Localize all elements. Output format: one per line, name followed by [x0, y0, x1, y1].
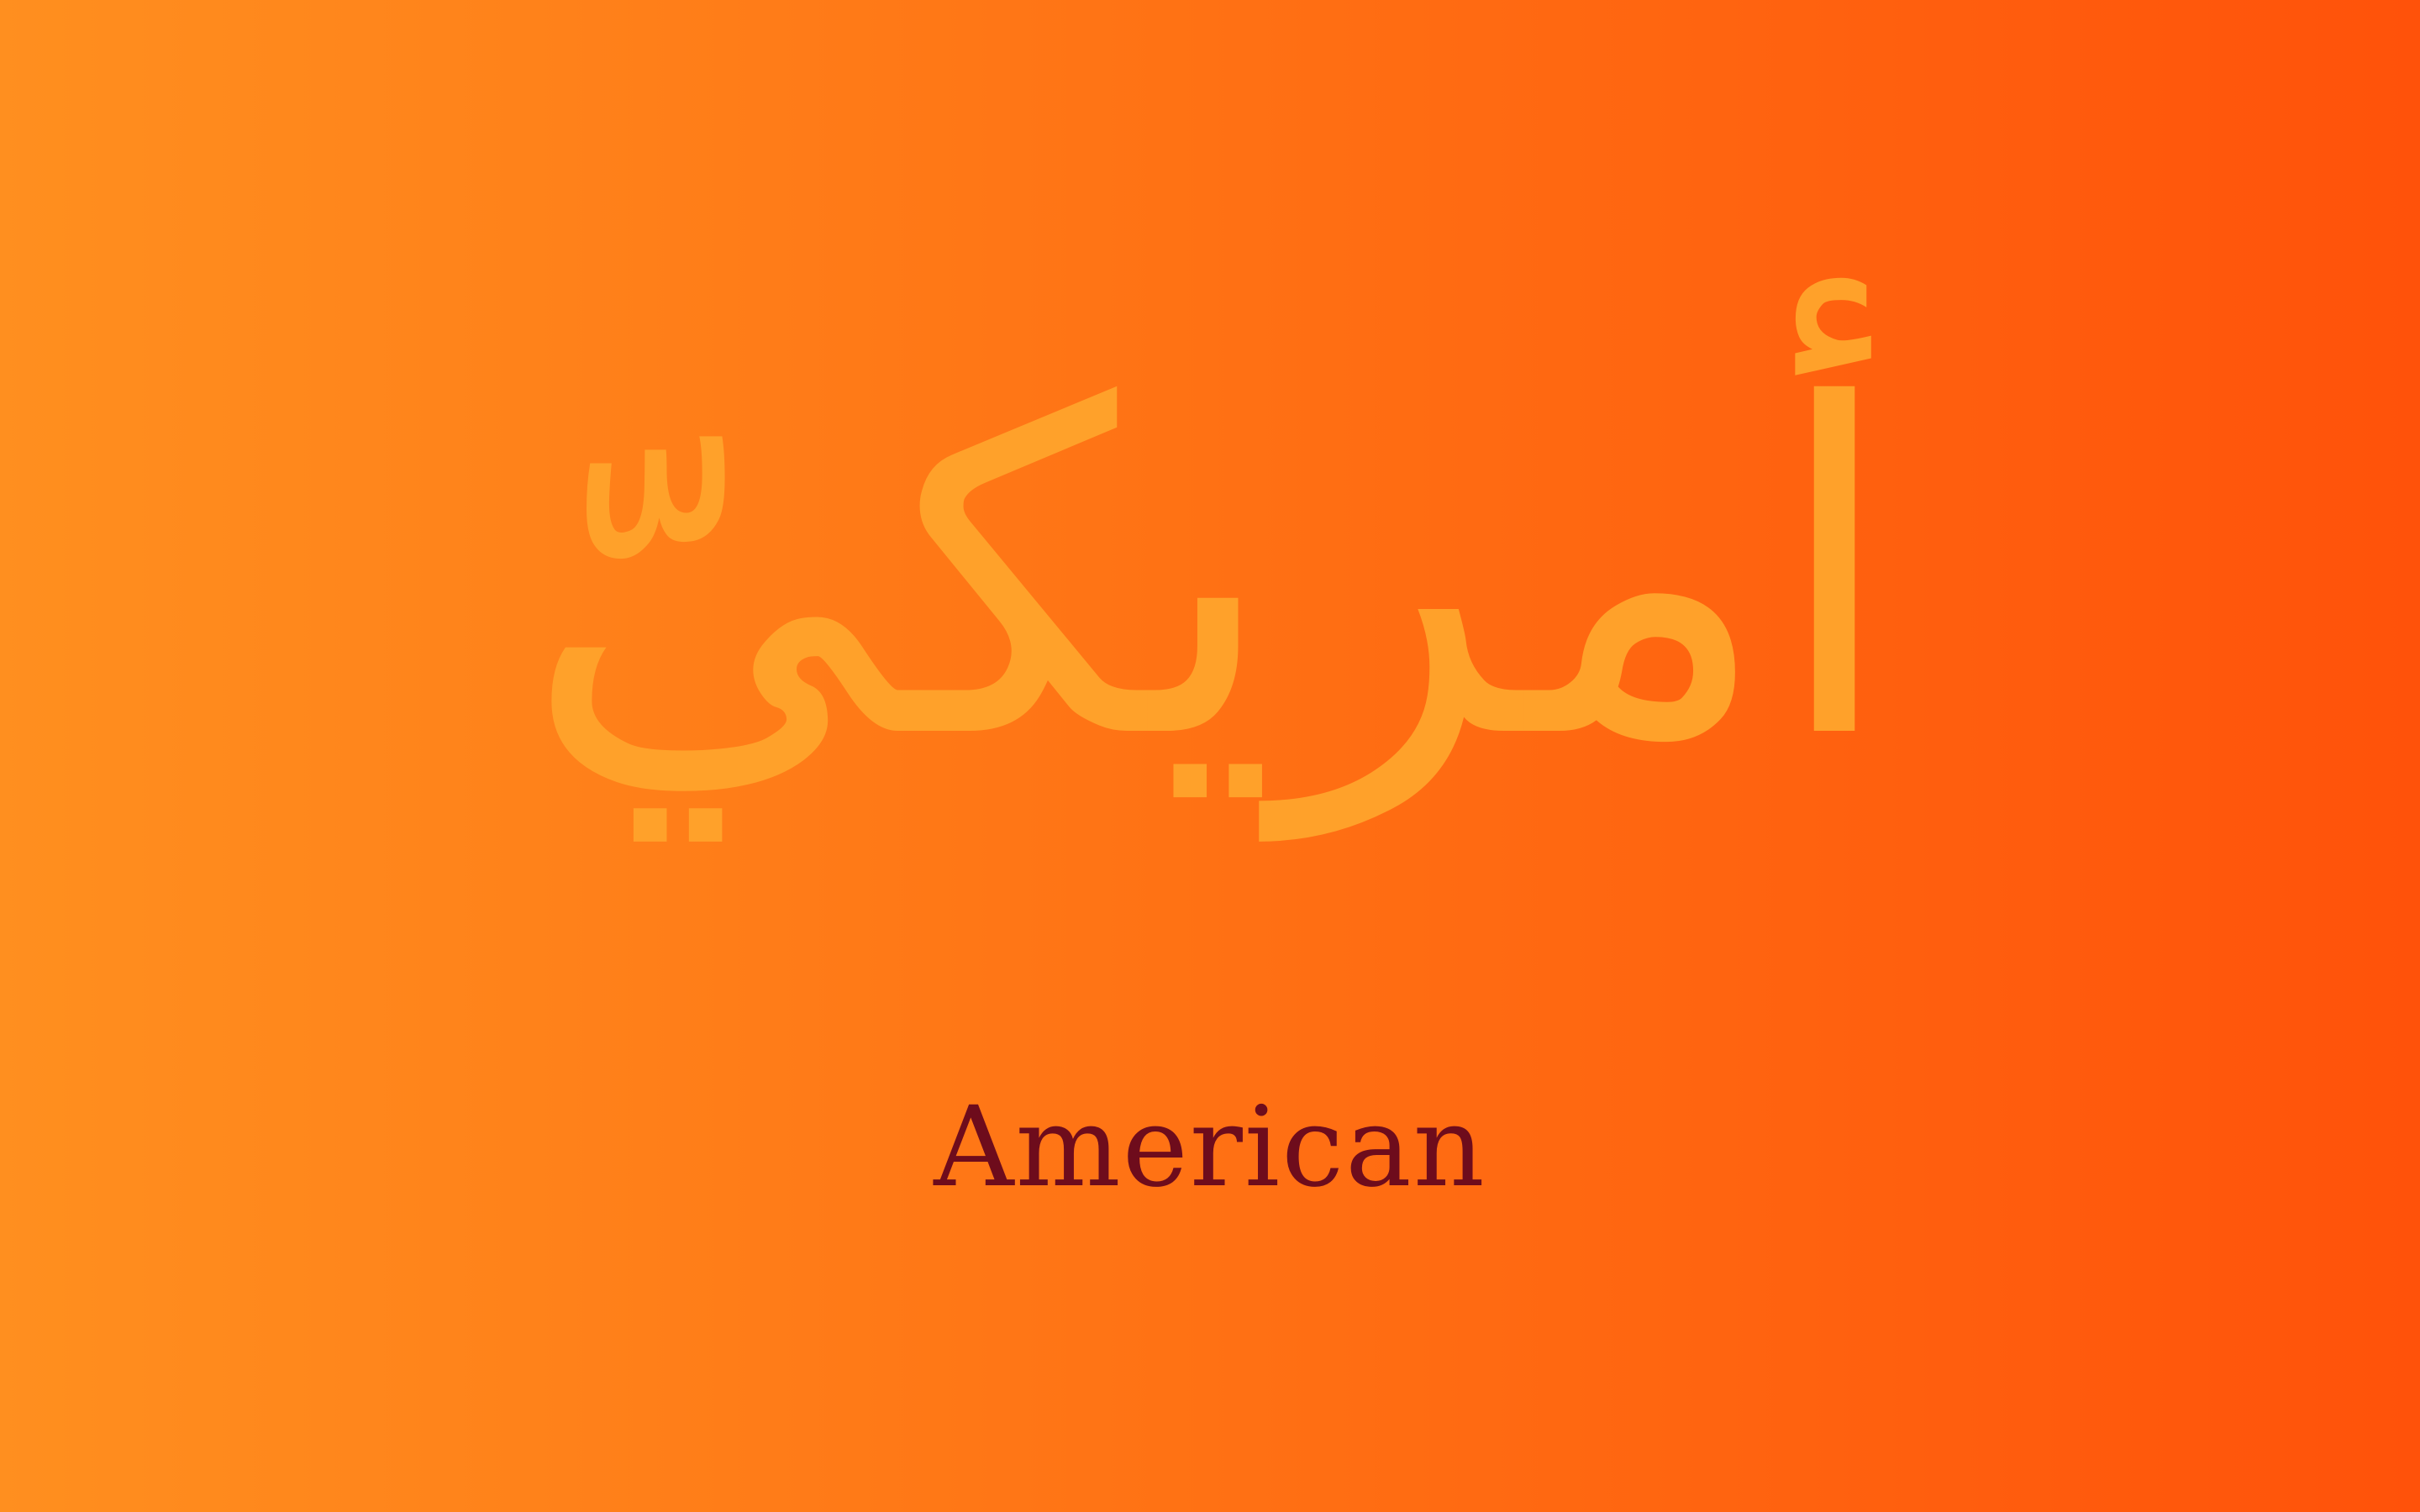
arabic-word: أمريكيّ: [523, 311, 1897, 838]
english-translation: American: [934, 1083, 1486, 1212]
